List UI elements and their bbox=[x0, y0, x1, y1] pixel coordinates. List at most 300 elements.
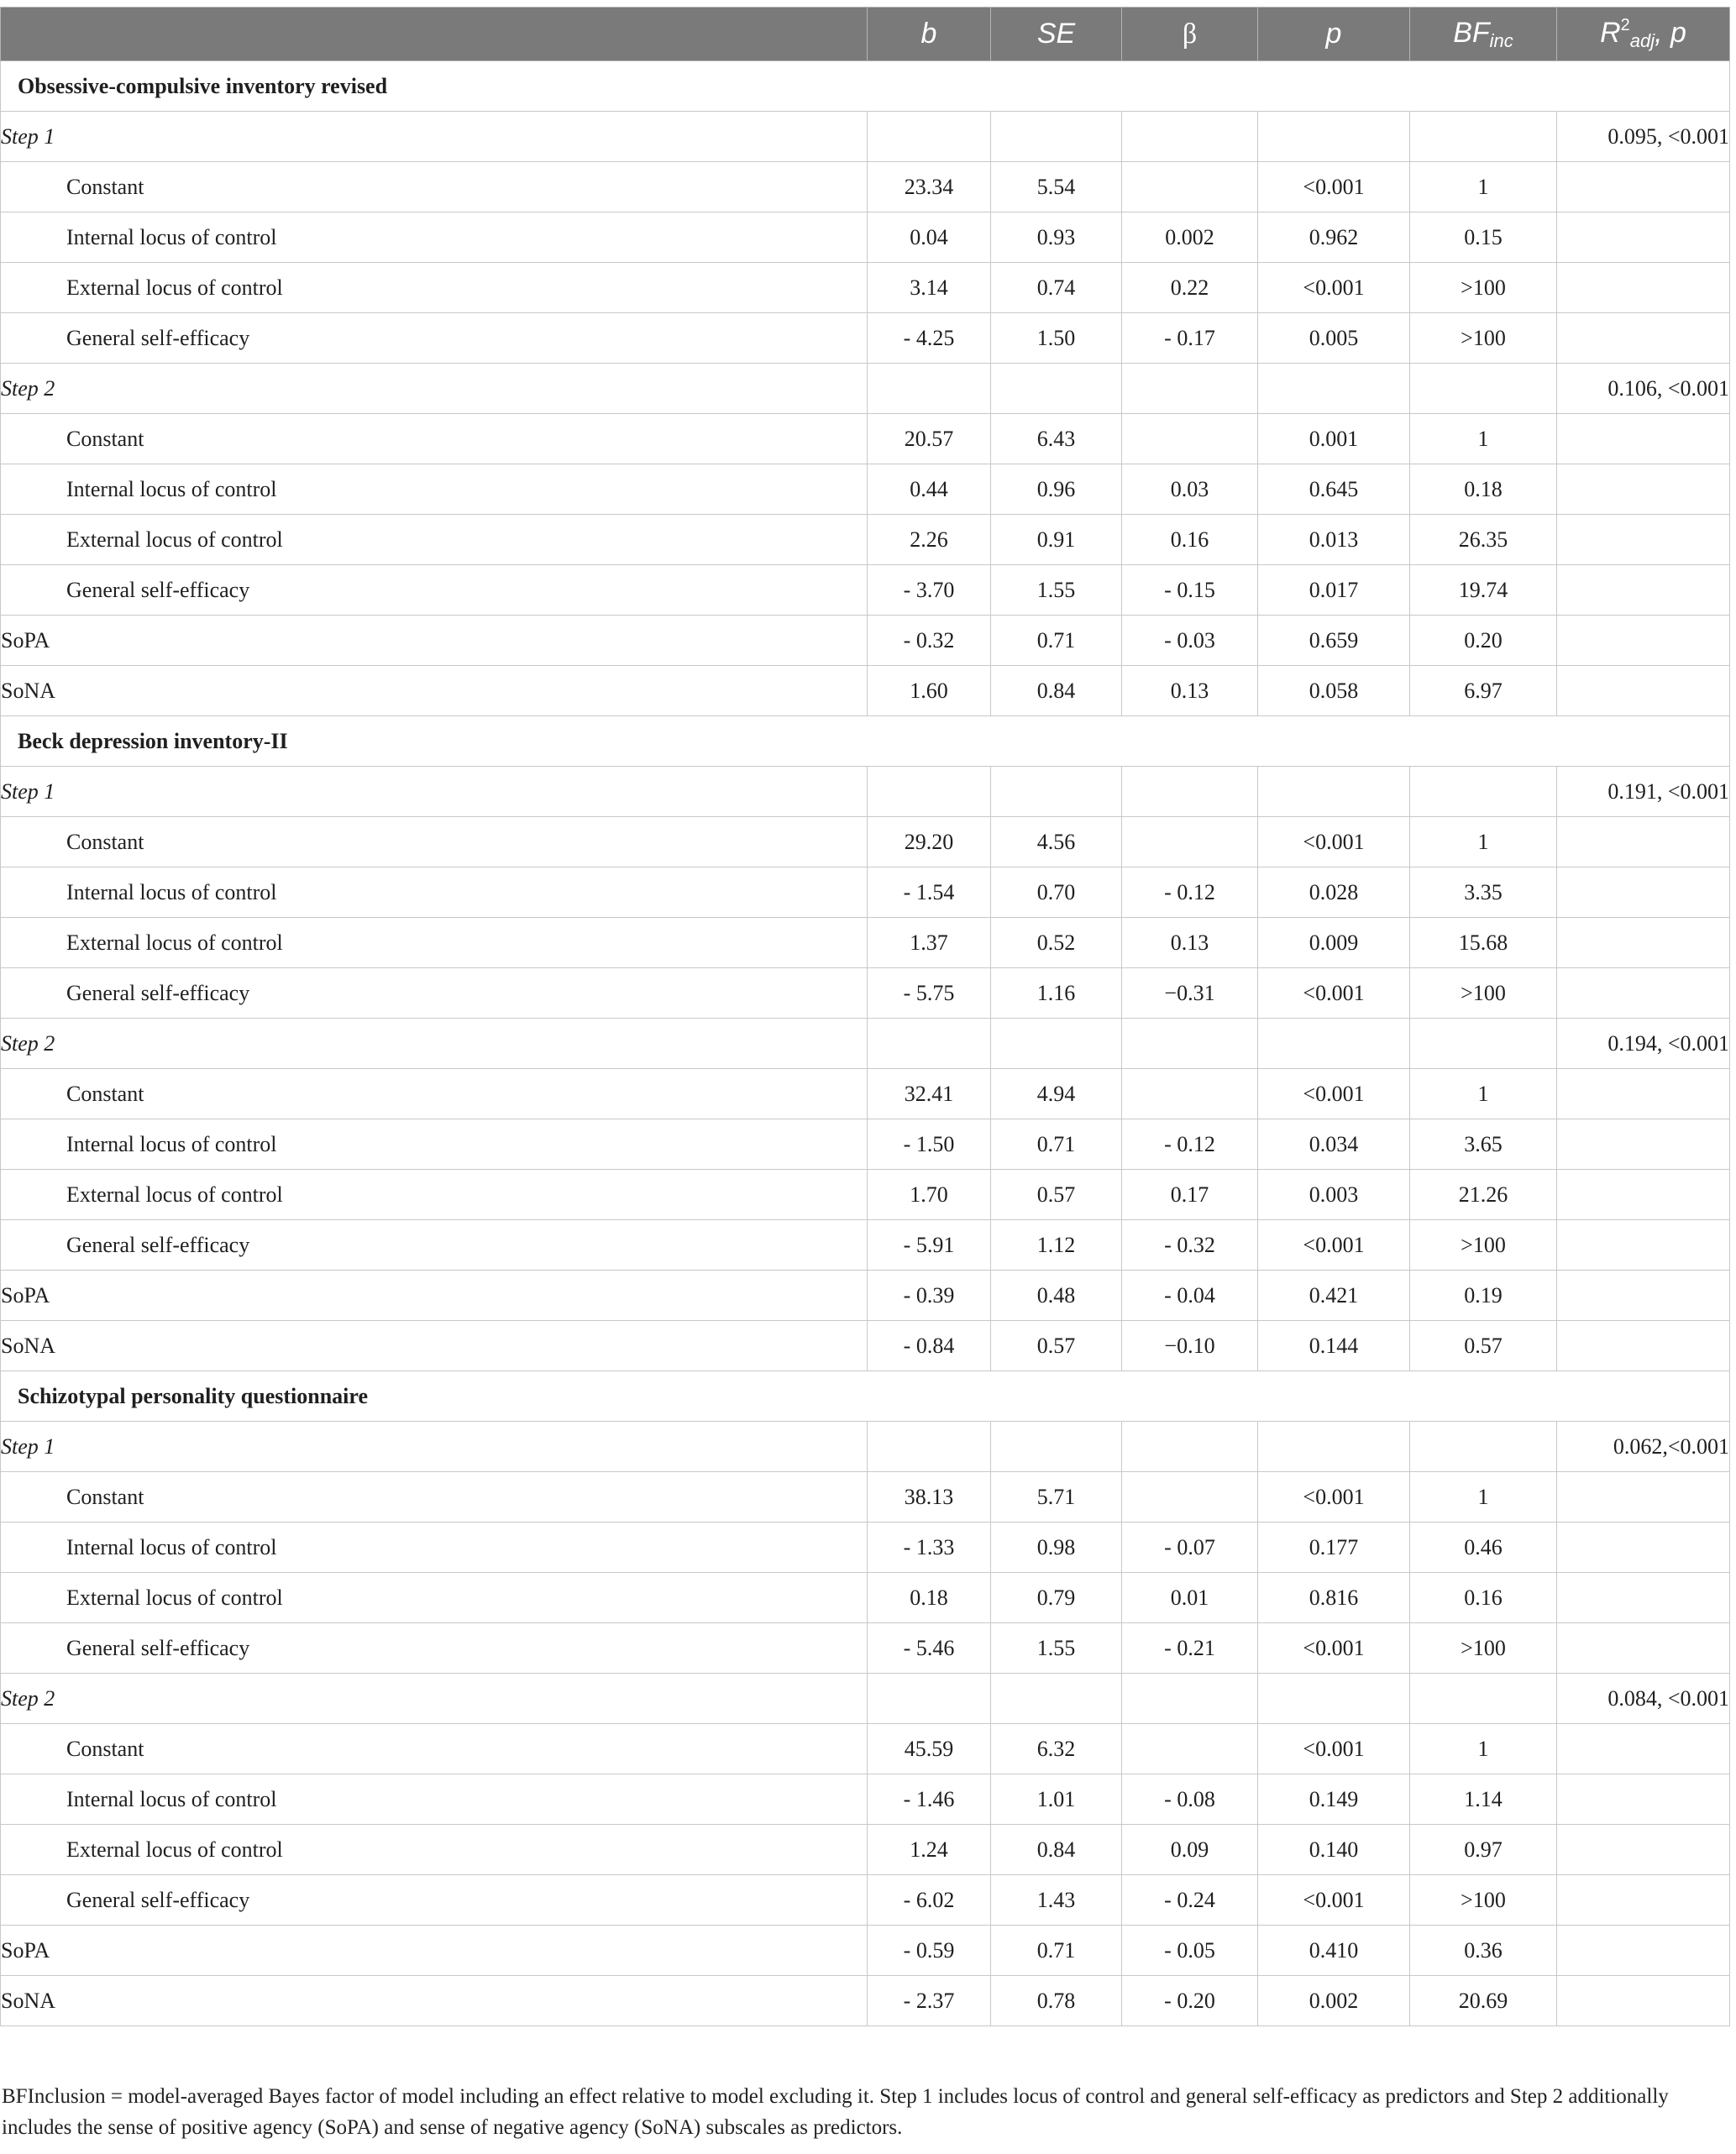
header-r2-tail: , p bbox=[1655, 17, 1686, 49]
b-cell: - 5.75 bbox=[868, 968, 991, 1019]
p-cell: <0.001 bbox=[1258, 1724, 1410, 1774]
table-footnote: BFInclusion = model-averaged Bayes factor of model including an effect relative to model excluding it. Step 1 includes locus of control and general self-efficacy as predictors and Step 2 additionally includes the sense of positive agency (SoPA) and sense of negative agency (SoNA) subscales as predictors. bbox=[2, 2085, 1669, 2139]
se-cell bbox=[991, 767, 1122, 817]
predictor-cell: External locus of control bbox=[1, 1170, 868, 1220]
b-cell: 0.04 bbox=[868, 212, 991, 263]
bf-cell bbox=[1410, 364, 1557, 414]
step-row bbox=[1, 1019, 1730, 1069]
se-cell: 1.01 bbox=[991, 1774, 1122, 1825]
p-cell bbox=[1258, 1422, 1410, 1472]
table-row bbox=[1, 1623, 1730, 1674]
table-row bbox=[1, 1472, 1730, 1522]
p-cell: 0.659 bbox=[1258, 616, 1410, 666]
r2-cell bbox=[1557, 1321, 1730, 1371]
beta-cell: - 0.20 bbox=[1122, 1976, 1258, 2026]
bf-cell bbox=[1410, 112, 1557, 162]
step-row bbox=[1, 364, 1730, 414]
beta-cell: - 0.32 bbox=[1122, 1220, 1258, 1271]
r2-cell bbox=[1557, 867, 1730, 918]
section-row bbox=[1, 716, 1730, 767]
se-cell: 0.93 bbox=[991, 212, 1122, 263]
p-cell: 0.034 bbox=[1258, 1119, 1410, 1170]
table-row bbox=[1, 212, 1730, 263]
predictor-cell: External locus of control bbox=[1, 1573, 868, 1623]
beta-cell bbox=[1122, 112, 1258, 162]
predictor-cell: Constant bbox=[1, 817, 868, 867]
predictor-cell: General self-efficacy bbox=[1, 1875, 868, 1926]
r2-cell bbox=[1557, 263, 1730, 313]
b-cell: 1.60 bbox=[868, 666, 991, 716]
predictor-cell: Internal locus of control bbox=[1, 1774, 868, 1825]
step-row bbox=[1, 1674, 1730, 1724]
se-cell: 1.50 bbox=[991, 313, 1122, 364]
bf-cell: 6.97 bbox=[1410, 666, 1557, 716]
p-cell: <0.001 bbox=[1258, 1069, 1410, 1119]
beta-cell bbox=[1122, 1472, 1258, 1522]
se-cell: 0.52 bbox=[991, 918, 1122, 968]
table-header bbox=[1, 8, 1730, 61]
beta-cell bbox=[1122, 1422, 1258, 1472]
se-cell: 1.43 bbox=[991, 1875, 1122, 1926]
table-row bbox=[1, 1724, 1730, 1774]
header-bf-main: BF bbox=[1453, 16, 1490, 49]
b-cell: - 5.46 bbox=[868, 1623, 991, 1674]
bf-cell: 19.74 bbox=[1410, 565, 1557, 616]
p-cell bbox=[1258, 767, 1410, 817]
p-cell bbox=[1258, 1019, 1410, 1069]
predictor-cell: General self-efficacy bbox=[1, 1623, 868, 1674]
beta-cell bbox=[1122, 414, 1258, 464]
beta-cell: - 0.07 bbox=[1122, 1522, 1258, 1573]
se-cell bbox=[991, 1422, 1122, 1472]
section-title: Obsessive-compulsive inventory revised bbox=[1, 61, 1730, 112]
bf-cell: 0.97 bbox=[1410, 1825, 1557, 1875]
section-title: Beck depression inventory-II bbox=[1, 716, 1730, 767]
bf-cell bbox=[1410, 1674, 1557, 1724]
beta-cell: - 0.21 bbox=[1122, 1623, 1258, 1674]
beta-cell: 0.03 bbox=[1122, 464, 1258, 515]
table-row bbox=[1, 162, 1730, 212]
r2-cell bbox=[1557, 414, 1730, 464]
se-cell bbox=[991, 1674, 1122, 1724]
r2-cell bbox=[1557, 1522, 1730, 1573]
b-cell: - 2.37 bbox=[868, 1976, 991, 2026]
p-cell: 0.058 bbox=[1258, 666, 1410, 716]
beta-cell bbox=[1122, 817, 1258, 867]
step-row bbox=[1, 767, 1730, 817]
se-cell: 0.57 bbox=[991, 1321, 1122, 1371]
bf-cell: 3.65 bbox=[1410, 1119, 1557, 1170]
p-cell: 0.002 bbox=[1258, 1976, 1410, 2026]
p-cell: 0.005 bbox=[1258, 313, 1410, 364]
b-cell bbox=[868, 112, 991, 162]
r2-cell bbox=[1557, 1069, 1730, 1119]
beta-cell: 0.16 bbox=[1122, 515, 1258, 565]
beta-cell: - 0.12 bbox=[1122, 867, 1258, 918]
table-row bbox=[1, 1069, 1730, 1119]
b-cell: 29.20 bbox=[868, 817, 991, 867]
b-cell: - 0.39 bbox=[868, 1271, 991, 1321]
bf-cell: 1 bbox=[1410, 414, 1557, 464]
table-row bbox=[1, 565, 1730, 616]
predictor-cell: SoPA bbox=[1, 1926, 868, 1976]
bf-cell: 0.36 bbox=[1410, 1926, 1557, 1976]
predictor-cell: General self-efficacy bbox=[1, 565, 868, 616]
predictor-cell: Constant bbox=[1, 414, 868, 464]
b-cell: 1.24 bbox=[868, 1825, 991, 1875]
se-cell: 1.55 bbox=[991, 1623, 1122, 1674]
b-cell: - 1.50 bbox=[868, 1119, 991, 1170]
predictor-cell: SoPA bbox=[1, 616, 868, 666]
beta-cell: - 0.12 bbox=[1122, 1119, 1258, 1170]
step-label: Step 1 bbox=[1, 112, 868, 162]
table-row bbox=[1, 1825, 1730, 1875]
se-cell: 0.74 bbox=[991, 263, 1122, 313]
p-cell: <0.001 bbox=[1258, 162, 1410, 212]
se-cell: 0.96 bbox=[991, 464, 1122, 515]
b-cell: - 1.33 bbox=[868, 1522, 991, 1573]
se-cell: 0.71 bbox=[991, 1926, 1122, 1976]
b-cell: 38.13 bbox=[868, 1472, 991, 1522]
predictor-cell: Internal locus of control bbox=[1, 464, 868, 515]
bf-cell: 0.20 bbox=[1410, 616, 1557, 666]
se-cell bbox=[991, 112, 1122, 162]
step-label: Step 2 bbox=[1, 1674, 868, 1724]
b-cell: 32.41 bbox=[868, 1069, 991, 1119]
table-row bbox=[1, 1271, 1730, 1321]
p-cell: 0.421 bbox=[1258, 1271, 1410, 1321]
se-cell: 0.79 bbox=[991, 1573, 1122, 1623]
b-cell bbox=[868, 1019, 991, 1069]
section-title: Schizotypal personality questionnaire bbox=[1, 1371, 1730, 1422]
beta-cell bbox=[1122, 1019, 1258, 1069]
beta-cell: 0.22 bbox=[1122, 263, 1258, 313]
r2-cell: 0.194, <0.001 bbox=[1557, 1019, 1730, 1069]
predictor-cell: Internal locus of control bbox=[1, 867, 868, 918]
r2-cell bbox=[1557, 565, 1730, 616]
bf-cell: 0.16 bbox=[1410, 1573, 1557, 1623]
table-row bbox=[1, 464, 1730, 515]
se-cell: 1.12 bbox=[991, 1220, 1122, 1271]
header-bf-sub: inc bbox=[1489, 29, 1513, 51]
bf-cell: 0.19 bbox=[1410, 1271, 1557, 1321]
b-cell: - 3.70 bbox=[868, 565, 991, 616]
table-row bbox=[1, 1522, 1730, 1573]
predictor-cell: SoPA bbox=[1, 1271, 868, 1321]
b-cell: - 0.59 bbox=[868, 1926, 991, 1976]
b-cell: - 4.25 bbox=[868, 313, 991, 364]
bf-cell: >100 bbox=[1410, 313, 1557, 364]
p-cell: 0.001 bbox=[1258, 414, 1410, 464]
p-cell: 0.962 bbox=[1258, 212, 1410, 263]
table-row bbox=[1, 1119, 1730, 1170]
b-cell: - 6.02 bbox=[868, 1875, 991, 1926]
se-cell: 5.54 bbox=[991, 162, 1122, 212]
bf-cell: 3.35 bbox=[1410, 867, 1557, 918]
b-cell: 23.34 bbox=[868, 162, 991, 212]
predictor-cell: General self-efficacy bbox=[1, 313, 868, 364]
predictor-cell: Internal locus of control bbox=[1, 212, 868, 263]
se-cell: 0.57 bbox=[991, 1170, 1122, 1220]
table-body bbox=[1, 61, 1730, 2026]
bf-cell: 1 bbox=[1410, 162, 1557, 212]
table-row bbox=[1, 1573, 1730, 1623]
header-r2 bbox=[1557, 8, 1730, 61]
r2-cell bbox=[1557, 212, 1730, 263]
bf-cell: 1 bbox=[1410, 817, 1557, 867]
r2-cell bbox=[1557, 616, 1730, 666]
r2-cell bbox=[1557, 1119, 1730, 1170]
predictor-cell: Internal locus of control bbox=[1, 1522, 868, 1573]
se-cell: 0.98 bbox=[991, 1522, 1122, 1573]
r2-cell bbox=[1557, 1875, 1730, 1926]
table-row bbox=[1, 313, 1730, 364]
bf-cell: 0.46 bbox=[1410, 1522, 1557, 1573]
predictor-cell: Constant bbox=[1, 1472, 868, 1522]
p-cell bbox=[1258, 364, 1410, 414]
bf-cell bbox=[1410, 1019, 1557, 1069]
table-row bbox=[1, 616, 1730, 666]
se-cell: 0.84 bbox=[991, 1825, 1122, 1875]
p-cell: 0.149 bbox=[1258, 1774, 1410, 1825]
se-cell: 1.55 bbox=[991, 565, 1122, 616]
predictor-cell: SoNA bbox=[1, 1976, 868, 2026]
b-cell: - 0.32 bbox=[868, 616, 991, 666]
r2-cell bbox=[1557, 1926, 1730, 1976]
bf-cell: 0.57 bbox=[1410, 1321, 1557, 1371]
bf-cell: >100 bbox=[1410, 1875, 1557, 1926]
table-row bbox=[1, 918, 1730, 968]
step-label: Step 1 bbox=[1, 767, 868, 817]
table-row bbox=[1, 1976, 1730, 2026]
beta-cell bbox=[1122, 1674, 1258, 1724]
table-row bbox=[1, 515, 1730, 565]
table-row bbox=[1, 1220, 1730, 1271]
r2-cell bbox=[1557, 1623, 1730, 1674]
p-cell: 0.410 bbox=[1258, 1926, 1410, 1976]
r2-cell bbox=[1557, 817, 1730, 867]
beta-cell: 0.17 bbox=[1122, 1170, 1258, 1220]
bf-cell: >100 bbox=[1410, 1220, 1557, 1271]
r2-cell: 0.095, <0.001 bbox=[1557, 112, 1730, 162]
p-cell: <0.001 bbox=[1258, 1472, 1410, 1522]
bf-cell: 1 bbox=[1410, 1724, 1557, 1774]
header-r2-sup: 2 bbox=[1620, 16, 1630, 34]
p-cell: 0.028 bbox=[1258, 867, 1410, 918]
beta-cell bbox=[1122, 1069, 1258, 1119]
p-cell: <0.001 bbox=[1258, 1220, 1410, 1271]
b-cell: 20.57 bbox=[868, 414, 991, 464]
table-row bbox=[1, 263, 1730, 313]
beta-cell: - 0.08 bbox=[1122, 1774, 1258, 1825]
regression-table bbox=[0, 7, 1730, 2026]
bf-cell: 26.35 bbox=[1410, 515, 1557, 565]
header-r2-sub: adj bbox=[1629, 30, 1655, 51]
predictor-cell: External locus of control bbox=[1, 1825, 868, 1875]
p-cell: <0.001 bbox=[1258, 263, 1410, 313]
p-cell: 0.013 bbox=[1258, 515, 1410, 565]
header-se: SE bbox=[991, 8, 1122, 61]
p-cell: 0.140 bbox=[1258, 1825, 1410, 1875]
predictor-cell: SoNA bbox=[1, 666, 868, 716]
header-b: b bbox=[868, 8, 991, 61]
step-label: Step 2 bbox=[1, 1019, 868, 1069]
predictor-cell: Constant bbox=[1, 162, 868, 212]
beta-cell: −0.10 bbox=[1122, 1321, 1258, 1371]
header-bf bbox=[1410, 8, 1557, 61]
r2-cell: 0.191, <0.001 bbox=[1557, 767, 1730, 817]
r2-cell: 0.062,<0.001 bbox=[1557, 1422, 1730, 1472]
beta-cell bbox=[1122, 364, 1258, 414]
table-row bbox=[1, 666, 1730, 716]
r2-cell bbox=[1557, 1271, 1730, 1321]
predictor-cell: General self-efficacy bbox=[1, 1220, 868, 1271]
bf-cell: 20.69 bbox=[1410, 1976, 1557, 2026]
r2-cell bbox=[1557, 1976, 1730, 2026]
table-row bbox=[1, 817, 1730, 867]
p-cell: <0.001 bbox=[1258, 968, 1410, 1019]
b-cell: - 1.54 bbox=[868, 867, 991, 918]
beta-cell: 0.002 bbox=[1122, 212, 1258, 263]
b-cell: 1.37 bbox=[868, 918, 991, 968]
b-cell bbox=[868, 1674, 991, 1724]
predictor-cell: Constant bbox=[1, 1069, 868, 1119]
p-cell: 0.003 bbox=[1258, 1170, 1410, 1220]
predictor-cell: Constant bbox=[1, 1724, 868, 1774]
r2-cell bbox=[1557, 1472, 1730, 1522]
b-cell bbox=[868, 767, 991, 817]
se-cell: 1.16 bbox=[991, 968, 1122, 1019]
r2-cell: 0.106, <0.001 bbox=[1557, 364, 1730, 414]
beta-cell bbox=[1122, 767, 1258, 817]
bf-cell: 1.14 bbox=[1410, 1774, 1557, 1825]
table-row bbox=[1, 414, 1730, 464]
b-cell bbox=[868, 1422, 991, 1472]
se-cell: 0.78 bbox=[991, 1976, 1122, 2026]
r2-cell bbox=[1557, 968, 1730, 1019]
se-cell: 0.71 bbox=[991, 1119, 1122, 1170]
bf-cell: 1 bbox=[1410, 1069, 1557, 1119]
bf-cell bbox=[1410, 767, 1557, 817]
r2-cell bbox=[1557, 1170, 1730, 1220]
header-r2-main: R bbox=[1600, 17, 1621, 49]
step-label: Step 2 bbox=[1, 364, 868, 414]
se-cell: 5.71 bbox=[991, 1472, 1122, 1522]
beta-cell: - 0.24 bbox=[1122, 1875, 1258, 1926]
beta-cell: 0.13 bbox=[1122, 666, 1258, 716]
b-cell: - 5.91 bbox=[868, 1220, 991, 1271]
p-cell: <0.001 bbox=[1258, 817, 1410, 867]
step-row bbox=[1, 1422, 1730, 1472]
bf-cell: 1 bbox=[1410, 1472, 1557, 1522]
b-cell: 45.59 bbox=[868, 1724, 991, 1774]
bf-cell bbox=[1410, 1422, 1557, 1472]
bf-cell: 0.18 bbox=[1410, 464, 1557, 515]
r2-cell bbox=[1557, 515, 1730, 565]
se-cell bbox=[991, 1019, 1122, 1069]
section-row bbox=[1, 61, 1730, 112]
beta-cell bbox=[1122, 1724, 1258, 1774]
r2-cell bbox=[1557, 313, 1730, 364]
predictor-cell: External locus of control bbox=[1, 515, 868, 565]
r2-cell bbox=[1557, 918, 1730, 968]
table-row bbox=[1, 1926, 1730, 1976]
se-cell: 0.48 bbox=[991, 1271, 1122, 1321]
se-cell: 4.56 bbox=[991, 817, 1122, 867]
predictor-cell: General self-efficacy bbox=[1, 968, 868, 1019]
p-cell bbox=[1258, 112, 1410, 162]
bf-cell: 21.26 bbox=[1410, 1170, 1557, 1220]
beta-cell: - 0.15 bbox=[1122, 565, 1258, 616]
beta-cell: 0.09 bbox=[1122, 1825, 1258, 1875]
p-cell: 0.009 bbox=[1258, 918, 1410, 968]
p-cell: 0.177 bbox=[1258, 1522, 1410, 1573]
table-row bbox=[1, 867, 1730, 918]
se-cell bbox=[991, 364, 1122, 414]
r2-cell bbox=[1557, 1724, 1730, 1774]
beta-cell: - 0.04 bbox=[1122, 1271, 1258, 1321]
table-row bbox=[1, 1170, 1730, 1220]
beta-cell: −0.31 bbox=[1122, 968, 1258, 1019]
r2-cell bbox=[1557, 1220, 1730, 1271]
r2-cell bbox=[1557, 666, 1730, 716]
bf-cell: 15.68 bbox=[1410, 918, 1557, 968]
se-cell: 0.91 bbox=[991, 515, 1122, 565]
p-cell: 0.144 bbox=[1258, 1321, 1410, 1371]
bf-cell: >100 bbox=[1410, 263, 1557, 313]
se-cell: 0.70 bbox=[991, 867, 1122, 918]
p-cell bbox=[1258, 1674, 1410, 1724]
r2-cell bbox=[1557, 1825, 1730, 1875]
header-beta: β bbox=[1122, 8, 1258, 61]
r2-cell bbox=[1557, 1573, 1730, 1623]
predictor-cell: External locus of control bbox=[1, 263, 868, 313]
beta-cell: - 0.03 bbox=[1122, 616, 1258, 666]
bf-cell: 0.15 bbox=[1410, 212, 1557, 263]
b-cell bbox=[868, 364, 991, 414]
r2-cell: 0.084, <0.001 bbox=[1557, 1674, 1730, 1724]
beta-cell: - 0.05 bbox=[1122, 1926, 1258, 1976]
p-cell: <0.001 bbox=[1258, 1875, 1410, 1926]
b-cell: - 1.46 bbox=[868, 1774, 991, 1825]
step-label: Step 1 bbox=[1, 1422, 868, 1472]
r2-cell bbox=[1557, 162, 1730, 212]
predictor-cell: External locus of control bbox=[1, 918, 868, 968]
p-cell: 0.017 bbox=[1258, 565, 1410, 616]
table-row bbox=[1, 968, 1730, 1019]
beta-cell: - 0.17 bbox=[1122, 313, 1258, 364]
header-p: p bbox=[1258, 8, 1410, 61]
section-row bbox=[1, 1371, 1730, 1422]
predictor-cell: SoNA bbox=[1, 1321, 868, 1371]
bf-cell: >100 bbox=[1410, 1623, 1557, 1674]
b-cell: 1.70 bbox=[868, 1170, 991, 1220]
b-cell: - 0.84 bbox=[868, 1321, 991, 1371]
se-cell: 0.84 bbox=[991, 666, 1122, 716]
se-cell: 6.43 bbox=[991, 414, 1122, 464]
beta-cell: 0.01 bbox=[1122, 1573, 1258, 1623]
b-cell: 3.14 bbox=[868, 263, 991, 313]
b-cell: 0.44 bbox=[868, 464, 991, 515]
p-cell: <0.001 bbox=[1258, 1623, 1410, 1674]
beta-cell bbox=[1122, 162, 1258, 212]
table-row bbox=[1, 1875, 1730, 1926]
beta-cell: 0.13 bbox=[1122, 918, 1258, 968]
header-predictor bbox=[1, 8, 868, 61]
bf-cell: >100 bbox=[1410, 968, 1557, 1019]
se-cell: 6.32 bbox=[991, 1724, 1122, 1774]
se-cell: 0.71 bbox=[991, 616, 1122, 666]
